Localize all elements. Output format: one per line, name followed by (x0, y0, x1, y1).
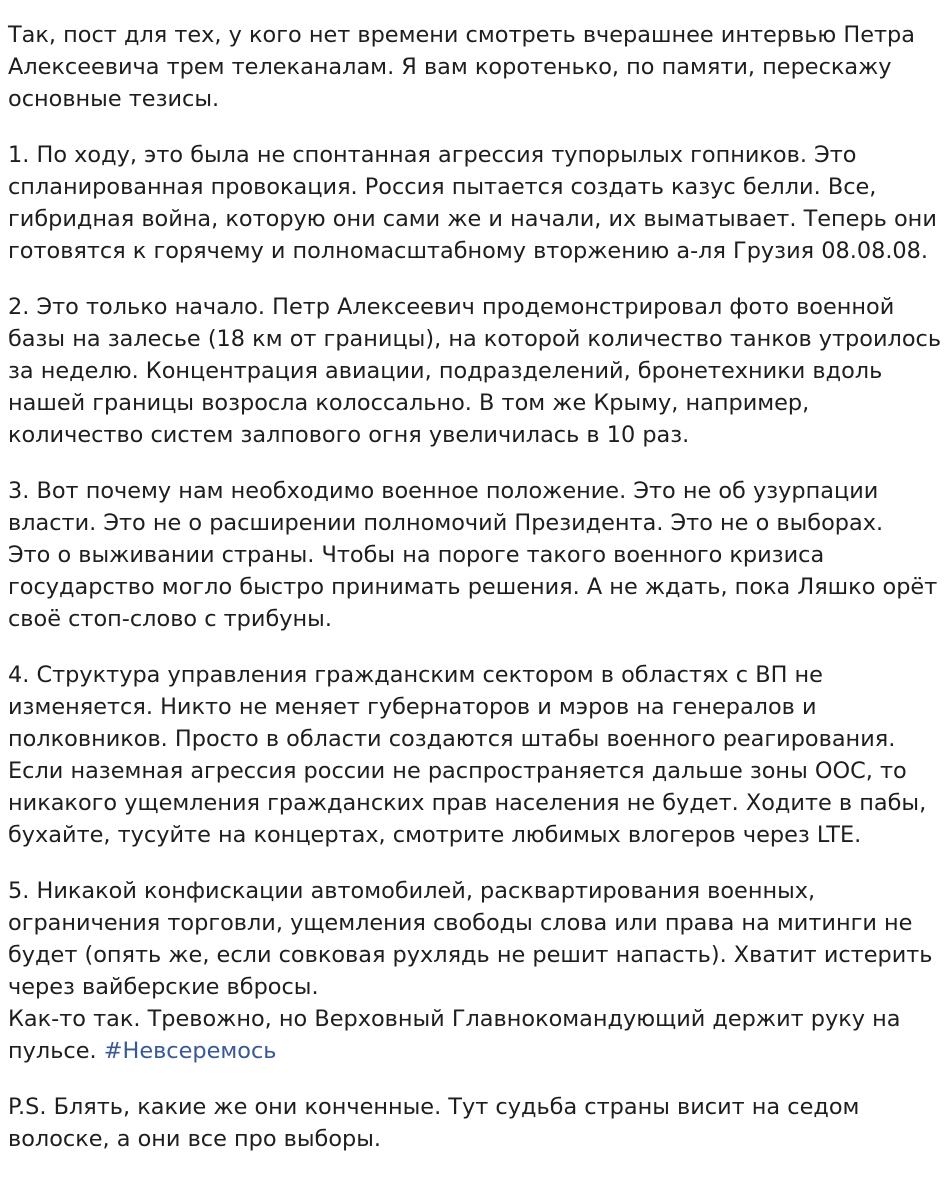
post-point-2 (8, 291, 944, 451)
post-line: нашей границы возросла колоссально. В том же Крыму, например, (8, 390, 810, 416)
post-intro-paragraph (8, 19, 944, 115)
post-line: 3. Вот почему нам необходимо военное положение. Это не об узурпации (8, 478, 879, 504)
post-point-3 (8, 475, 944, 635)
post-line: полковников. Просто в области создаются штабы военного реагирования. (8, 726, 896, 752)
post-line: количество систем залпового огня увеличилась в 10 раз. (8, 422, 690, 448)
post-line: основные тезисы. (8, 86, 220, 112)
post-line: через вайберские вбросы. (8, 974, 319, 1000)
post-body (8, 19, 944, 1179)
post-point-1 (8, 139, 944, 267)
post-line: власти. Это не о расширении полномочий Президента. Это не о выборах. (8, 510, 884, 536)
post-ps-paragraph (8, 1091, 944, 1155)
post-line: государство могло быстро принимать решения. А не ждать, пока Ляшко орёт (8, 574, 938, 600)
post-line: Это о выживании страны. Чтобы на пороге такого военного кризиса (8, 542, 825, 568)
post-line: изменяется. Никто не меняет губернаторов и мэров на генералов и (8, 694, 817, 720)
post-line: Алексеевича трем телеканалам. Я вам коротенько, по памяти, перескажу (8, 54, 892, 80)
post-line: спланированная провокация. Россия пытается создать казус белли. Все, (8, 174, 877, 200)
post-line: за неделю. Концентрация авиации, подразделений, бронетехники вдоль (8, 358, 883, 384)
post-line-text: пульсе. (8, 1038, 104, 1064)
post-line: волоске, а они все про выборы. (8, 1126, 382, 1152)
post-line: готовятся к горячему и полномасштабному вторжению а-ля Грузия 08.08.08. (8, 238, 929, 264)
post-line: базы на залесье (18 км от границы), на которой количество танков утроилось (8, 326, 942, 352)
post-line: P.S. Блять, какие же они конченные. Тут судьба страны висит на седом (8, 1094, 860, 1120)
post-line: 4. Структура управления гражданским сектором в областях с ВП не (8, 662, 823, 688)
post-line: Как-то так. Тревожно, но Верховный Главнокомандующий держит руку на (8, 1006, 901, 1032)
post-line: 2. Это только начало. Петр Алексеевич продемонстрировал фото военной (8, 294, 895, 320)
post-line: будет (опять же, если совковая рухлядь не решит напасть). Хватит истерить (8, 942, 933, 968)
post-line-with-hashtag (8, 1035, 944, 1067)
hashtag-link[interactable]: #Невсеремось (103, 1038, 277, 1064)
post-line: ограничения торговли, ущемления свободы слова или права на митинги не (8, 910, 913, 936)
post-line: бухайте, тусуйте на концертах, смотрите любимых влогеров через LTE. (8, 822, 862, 848)
post-line: Так, пост для тех, у кого нет времени смотреть вчерашнее интервью Петра (8, 22, 915, 48)
post-line: 5. Никакой конфискации автомобилей, расквартирования военных, (8, 878, 816, 904)
post-line: своё стоп-слово с трибуны. (8, 606, 332, 632)
post-line: Если наземная агрессия россии не распространяется дальше зоны ООС, то (8, 758, 907, 784)
post-line: гибридная война, которую они сами же и начали, их выматывает. Теперь они (8, 206, 937, 232)
post-line: 1. По ходу, это была не спонтанная агрессия тупорылых гопников. Это (8, 142, 857, 168)
post-line: никакого ущемления гражданских прав населения не будет. Ходите в пабы, (8, 790, 927, 816)
post-point-5 (8, 875, 944, 1067)
post-point-4 (8, 659, 944, 851)
